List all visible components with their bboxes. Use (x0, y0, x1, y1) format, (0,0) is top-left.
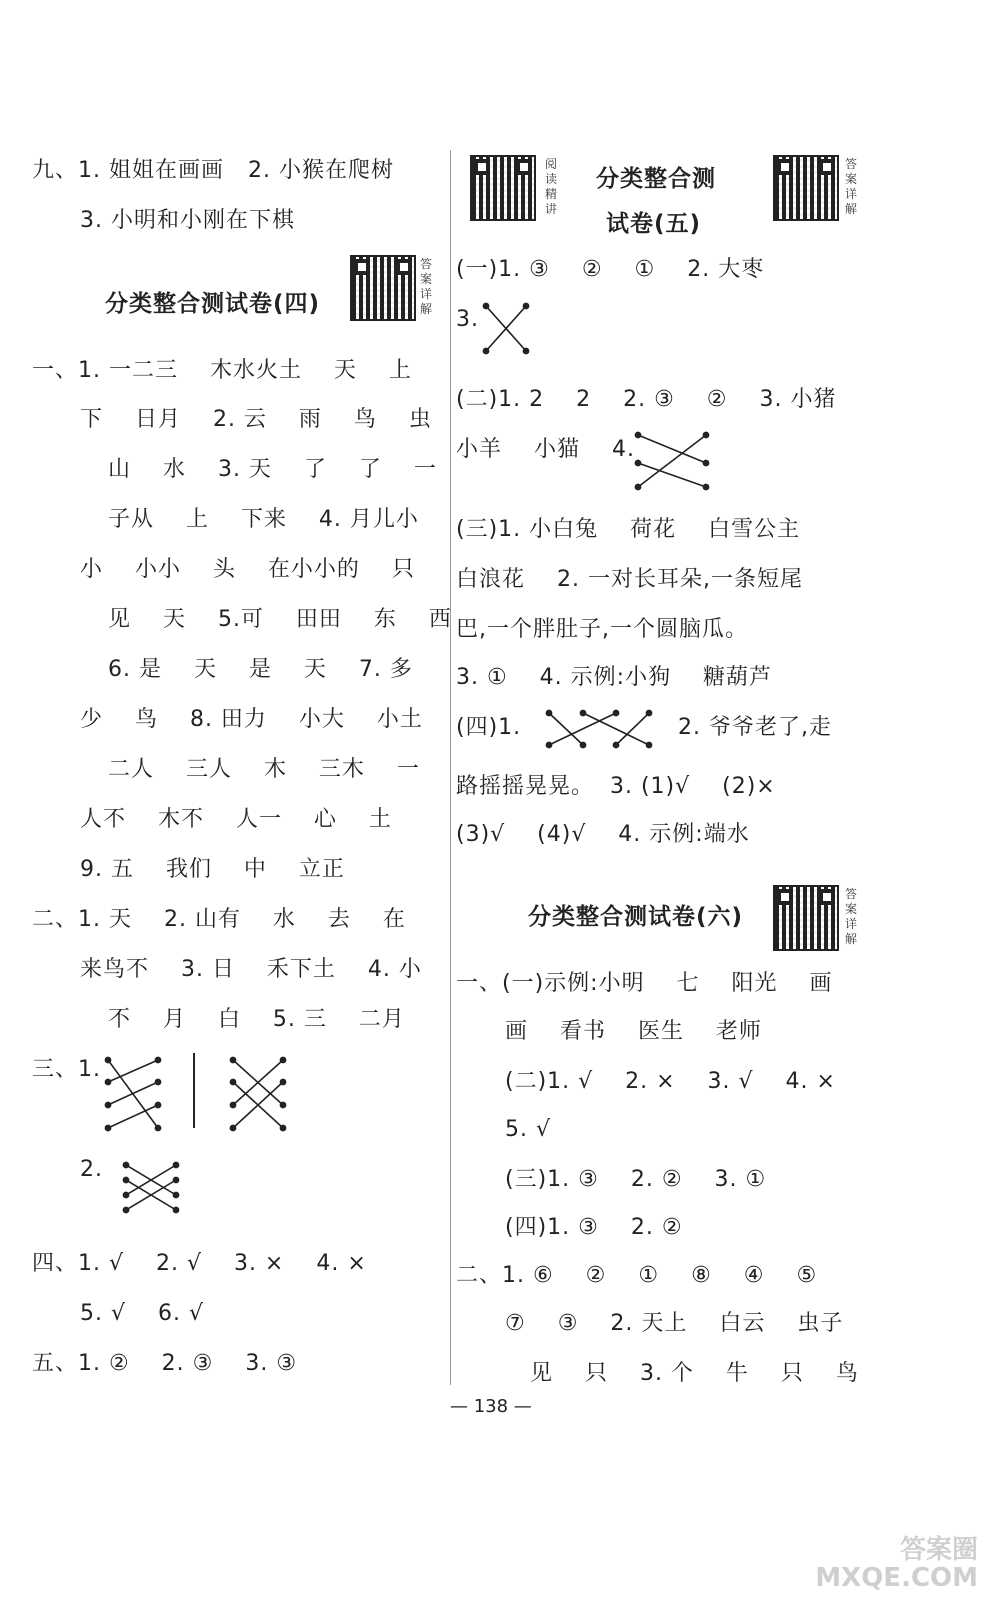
section-two-line: 不 月 白 5. 三 二月 (108, 1007, 405, 1032)
qr-code-icon (773, 885, 839, 951)
qr-label-read: 阅读精讲 (545, 157, 558, 216)
section-one-line: 小 小小 头 在小小的 只 (80, 557, 415, 582)
watermark-url: MXQE.COM (815, 1563, 978, 1593)
qr-code-icon (773, 155, 839, 221)
test6-line: 一、(一)示例:小明 七 阳光 画 (456, 971, 833, 996)
section-nine-line-1: 九、1. 姐姐在画画 2. 小猴在爬树 (32, 158, 394, 183)
section-one-line: 少 鸟 8. 田力 小大 小土 (80, 707, 423, 732)
test6-line: ⑦ ③ 2. 天上 白云 虫子 (505, 1311, 844, 1336)
test5-title-line-1: 分类整合测 (596, 166, 716, 192)
qr-code-icon (470, 155, 536, 221)
test6-line: (二)1. √ 2. × 3. √ 4. × (505, 1069, 836, 1094)
section-two-line: 来鸟不 3. 日 禾下土 4. 小 (80, 957, 422, 982)
matching-diagram-three-1a (100, 1050, 170, 1135)
section-two-line: 二、1. 天 2. 山有 水 去 在 (32, 907, 406, 932)
test6-line: (四)1. ③ 2. ② (505, 1215, 683, 1240)
test5-title-line-2: 试卷(五) (606, 211, 702, 237)
section-four-line: 5. √ 6. √ (80, 1301, 204, 1326)
section-one-line: 人不 木不 人一 心 土 (80, 807, 392, 832)
test6-line: 画 看书 医生 老师 (505, 1019, 762, 1044)
test6-title: 分类整合测试卷(六) (528, 904, 744, 930)
test5-section-1-line: (一)1. ③ ② ① 2. 大枣 (456, 257, 765, 282)
test6-line: 见 只 3. 个 牛 只 鸟 (530, 1361, 859, 1386)
section-one-line: 子从 上 下来 4. 月儿小 (108, 507, 419, 532)
section-one-line: 一、1. 一二三 木水火土 天 上 (32, 358, 412, 383)
qr-label-answer: 答案详解 (845, 887, 858, 946)
section-five-line: 五、1. ② 2. ③ 3. ③ (32, 1351, 298, 1376)
section-four-line: 四、1. √ 2. √ 3. × 4. × (32, 1251, 367, 1276)
test5-section-4-line-3: (3)√ (4)√ 4. 示例:端水 (456, 822, 750, 847)
section-one-line: 9. 五 我们 中 立正 (80, 857, 345, 882)
section-one-line: 山 水 3. 天 了 了 一 (108, 457, 437, 482)
test6-line: 二、1. ⑥ ② ① ⑧ ④ ⑤ (456, 1263, 818, 1288)
test5-section-4-line-1a: (四)1. (456, 715, 522, 740)
matching-diagram-test5-2 (628, 425, 718, 495)
section-one-line: 6. 是 天 是 天 7. 多 (108, 657, 413, 682)
test5-section-2-line: (二)1. 2 2 2. ③ ② 3. 小猪 (456, 387, 837, 412)
qr-label: 答案详解 (420, 257, 433, 316)
test5-section-1-line-3: 3. (456, 307, 479, 332)
test5-section-4-line-1b: 2. 爷爷老了,走 (678, 715, 832, 740)
matching-diagram-three-2 (118, 1155, 188, 1225)
matching-diagram-three-1b (225, 1050, 295, 1135)
test5-section-2-line: 小羊 小猫 4. (456, 437, 635, 462)
test6-line: (三)1. ③ 2. ② 3. ① (505, 1167, 767, 1192)
test5-section-4-line-2: 路摇摇晃晃。 3. (1)√ (2)× (456, 774, 776, 799)
section-one-line: 二人 三人 木 三木 一 (108, 757, 420, 782)
section-three-label: 三、1. (32, 1057, 101, 1082)
section-nine-line-2: 3. 小明和小刚在下棋 (80, 208, 295, 233)
matching-diagram-test5-1 (478, 296, 538, 366)
page-number: — 138 — (450, 1396, 532, 1417)
qr-label-answer: 答案详解 (845, 157, 858, 216)
watermark-text: 答案圈 (899, 1535, 978, 1565)
test4-title: 分类整合测试卷(四) (105, 291, 321, 317)
qr-code-icon (350, 255, 416, 321)
test5-section-3-line: 3. ① 4. 示例:小狗 糖葫芦 (456, 665, 773, 690)
column-divider (450, 150, 451, 1385)
test5-section-3-line: (三)1. 小白兔 荷花 白雪公主 (456, 517, 801, 542)
section-three-2-label: 2. (80, 1157, 103, 1182)
test5-section-3-line: 巴,一个胖肚子,一个圆脑瓜。 (456, 617, 748, 642)
section-one-line: 下 日月 2. 云 雨 鸟 虫 (80, 407, 432, 432)
matching-divider (193, 1053, 195, 1128)
test6-line: 5. √ (505, 1117, 552, 1142)
watermark (815, 1536, 978, 1592)
test5-section-3-line: 白浪花 2. 一对长耳朵,一条短尾 (456, 567, 803, 592)
section-one-line: 见 天 5.可 田田 东 西 (108, 607, 452, 632)
matching-diagram-test5-4 (543, 705, 658, 755)
